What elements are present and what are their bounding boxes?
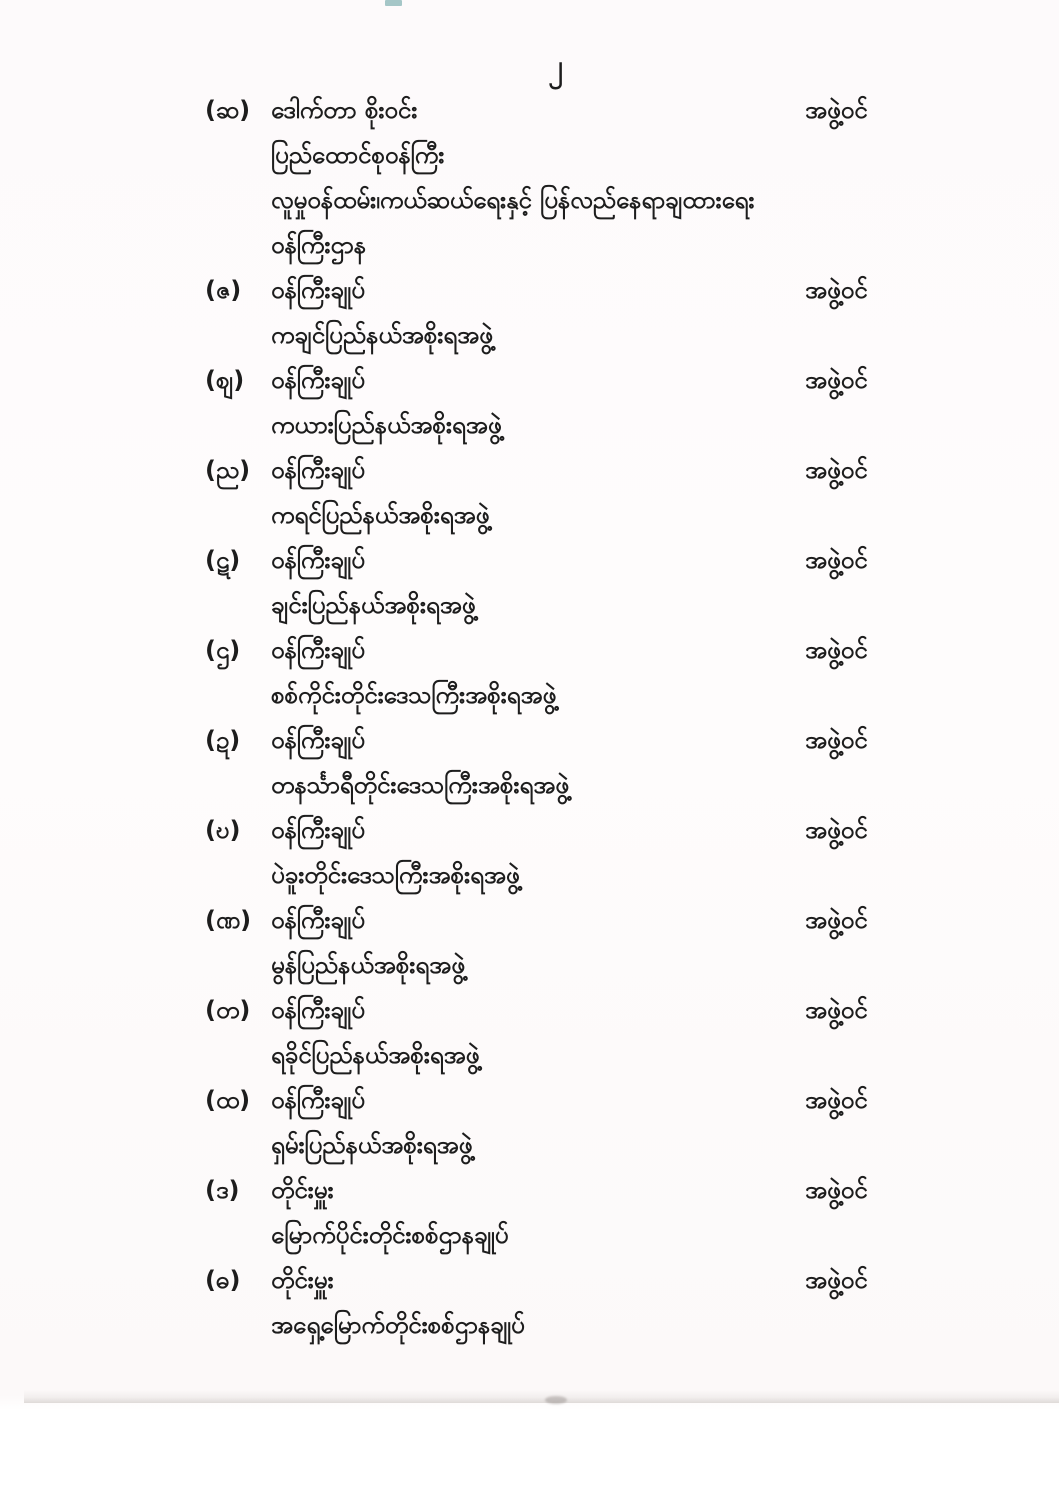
item-title-line: ဝန်ကြီးချုပ် bbox=[271, 276, 365, 304]
item-role: အဖွဲ့ဝင် bbox=[805, 816, 868, 844]
item-detail-line: ကယားပြည်နယ်အစိုးရအဖွဲ့ bbox=[271, 411, 502, 439]
list-item bbox=[205, 718, 905, 808]
list-item bbox=[205, 808, 905, 898]
item-key: (ဓ) bbox=[205, 1266, 241, 1294]
item-title-line: ဝန်ကြီးချုပ် bbox=[271, 906, 365, 934]
list-item bbox=[205, 628, 905, 718]
item-key: (ဎ) bbox=[205, 816, 241, 844]
item-detail-line: ကရင်ပြည်နယ်အစိုးရအဖွဲ့ bbox=[271, 501, 490, 529]
item-role: အဖွဲ့ဝင် bbox=[805, 636, 868, 664]
item-key: (တ) bbox=[205, 996, 251, 1024]
list-item bbox=[205, 448, 905, 538]
item-content bbox=[271, 1168, 805, 1258]
list-item bbox=[205, 538, 905, 628]
item-detail-line: ပဲခူးတိုင်းဒေသကြီးအစိုးရအဖွဲ့ bbox=[271, 861, 520, 889]
page-number: ၂ bbox=[548, 49, 564, 84]
member-list bbox=[205, 88, 905, 1348]
list-item bbox=[205, 268, 905, 358]
item-title-line: ဝန်ကြီးချုပ် bbox=[271, 636, 365, 664]
item-content bbox=[271, 538, 805, 628]
item-key: (ဋ) bbox=[205, 546, 241, 574]
item-title-line: ဝန်ကြီးချုပ် bbox=[271, 1086, 365, 1114]
item-title-line: တိုင်းမှူး bbox=[271, 1266, 334, 1294]
item-role: အဖွဲ့ဝင် bbox=[805, 366, 868, 394]
item-title-line: ဝန်ကြီးချုပ် bbox=[271, 996, 365, 1024]
item-content bbox=[271, 358, 805, 448]
item-detail-line: ဝန်ကြီးဌာန bbox=[271, 231, 367, 259]
scanner-artifact-mark bbox=[385, 0, 402, 6]
item-detail-line: မွန်ပြည်နယ်အစိုးရအဖွဲ့ bbox=[271, 951, 465, 979]
item-role: အဖွဲ့ဝင် bbox=[805, 1176, 868, 1204]
item-detail-line: အရှေ့မြောက်တိုင်းစစ်ဌာနချုပ် bbox=[271, 1311, 525, 1339]
item-content bbox=[271, 448, 805, 538]
item-key: (ည) bbox=[205, 456, 251, 484]
item-role: အဖွဲ့ဝင် bbox=[805, 1266, 868, 1294]
list-item bbox=[205, 1258, 905, 1348]
item-detail-line: ချင်းပြည်နယ်အစိုးရအဖွဲ့ bbox=[271, 591, 476, 619]
scan-page-bottom-edge bbox=[24, 1390, 1059, 1403]
item-role: အဖွဲ့ဝင် bbox=[805, 1086, 868, 1114]
item-detail-line: ပြည်ထောင်စုဝန်ကြီး bbox=[271, 141, 445, 169]
item-role: အဖွဲ့ဝင် bbox=[805, 276, 868, 304]
item-title-line: ဝန်ကြီးချုပ် bbox=[271, 546, 365, 574]
item-title-line: ဒေါက်တာ စိုးဝင်း bbox=[271, 96, 418, 124]
item-detail-line: လူမှုဝန်ထမ်း၊ကယ်ဆယ်ရေးနှင့် ပြန်လည်နေရာချထားရေး bbox=[271, 186, 755, 214]
item-content bbox=[271, 718, 805, 808]
item-title-line: ဝန်ကြီးချုပ် bbox=[271, 366, 365, 394]
item-detail-line: ကချင်ပြည်နယ်အစိုးရအဖွဲ့ bbox=[271, 321, 493, 349]
item-role: အဖွဲ့ဝင် bbox=[805, 96, 868, 124]
item-detail-line: ရခိုင်ပြည်နယ်အစိုးရအဖွဲ့ bbox=[271, 1041, 480, 1069]
item-title-line: ဝန်ကြီးချုပ် bbox=[271, 816, 365, 844]
item-role: အဖွဲ့ဝင် bbox=[805, 906, 868, 934]
list-item bbox=[205, 988, 905, 1078]
list-item bbox=[205, 1168, 905, 1258]
list-item bbox=[205, 1078, 905, 1168]
list-item bbox=[205, 358, 905, 448]
item-content bbox=[271, 268, 805, 358]
item-content bbox=[271, 898, 805, 988]
item-detail-line: တနင်္သာရီတိုင်းဒေသကြီးအစိုးရအဖွဲ့ bbox=[271, 771, 569, 799]
item-key: (ထ) bbox=[205, 1086, 251, 1114]
item-key: (ဒ) bbox=[205, 1176, 240, 1204]
item-content bbox=[271, 628, 805, 718]
item-title-line: ဝန်ကြီးချုပ် bbox=[271, 726, 365, 754]
item-content bbox=[271, 808, 805, 898]
item-key: (ဆ) bbox=[205, 96, 251, 124]
item-content bbox=[271, 88, 805, 268]
list-item bbox=[205, 898, 905, 988]
item-role: အဖွဲ့ဝင် bbox=[805, 546, 868, 574]
item-content bbox=[271, 988, 805, 1078]
item-content bbox=[271, 1078, 805, 1168]
item-role: အဖွဲ့ဝင် bbox=[805, 996, 868, 1024]
item-key: (စျ) bbox=[205, 366, 245, 394]
item-title-line: ဝန်ကြီးချုပ် bbox=[271, 456, 365, 484]
item-detail-line: မြောက်ပိုင်းတိုင်းစစ်ဌာနချုပ် bbox=[271, 1221, 509, 1249]
item-role: အဖွဲ့ဝင် bbox=[805, 456, 868, 484]
item-detail-line: ရှမ်းပြည်နယ်အစိုးရအဖွဲ့ bbox=[271, 1131, 473, 1159]
item-key: (ဍ) bbox=[205, 726, 241, 754]
item-title-line: တိုင်းမှူး bbox=[271, 1176, 334, 1204]
item-role: အဖွဲ့ဝင် bbox=[805, 726, 868, 754]
item-key: (ဏ) bbox=[205, 906, 252, 934]
item-detail-line: စစ်ကိုင်းတိုင်းဒေသကြီးအစိုးရအဖွဲ့ bbox=[271, 681, 557, 709]
list-item bbox=[205, 88, 905, 268]
scan-smudge bbox=[545, 1396, 567, 1404]
item-content bbox=[271, 1258, 805, 1348]
item-key: (ဇ) bbox=[205, 276, 242, 304]
item-key: (ဌ) bbox=[205, 636, 241, 664]
